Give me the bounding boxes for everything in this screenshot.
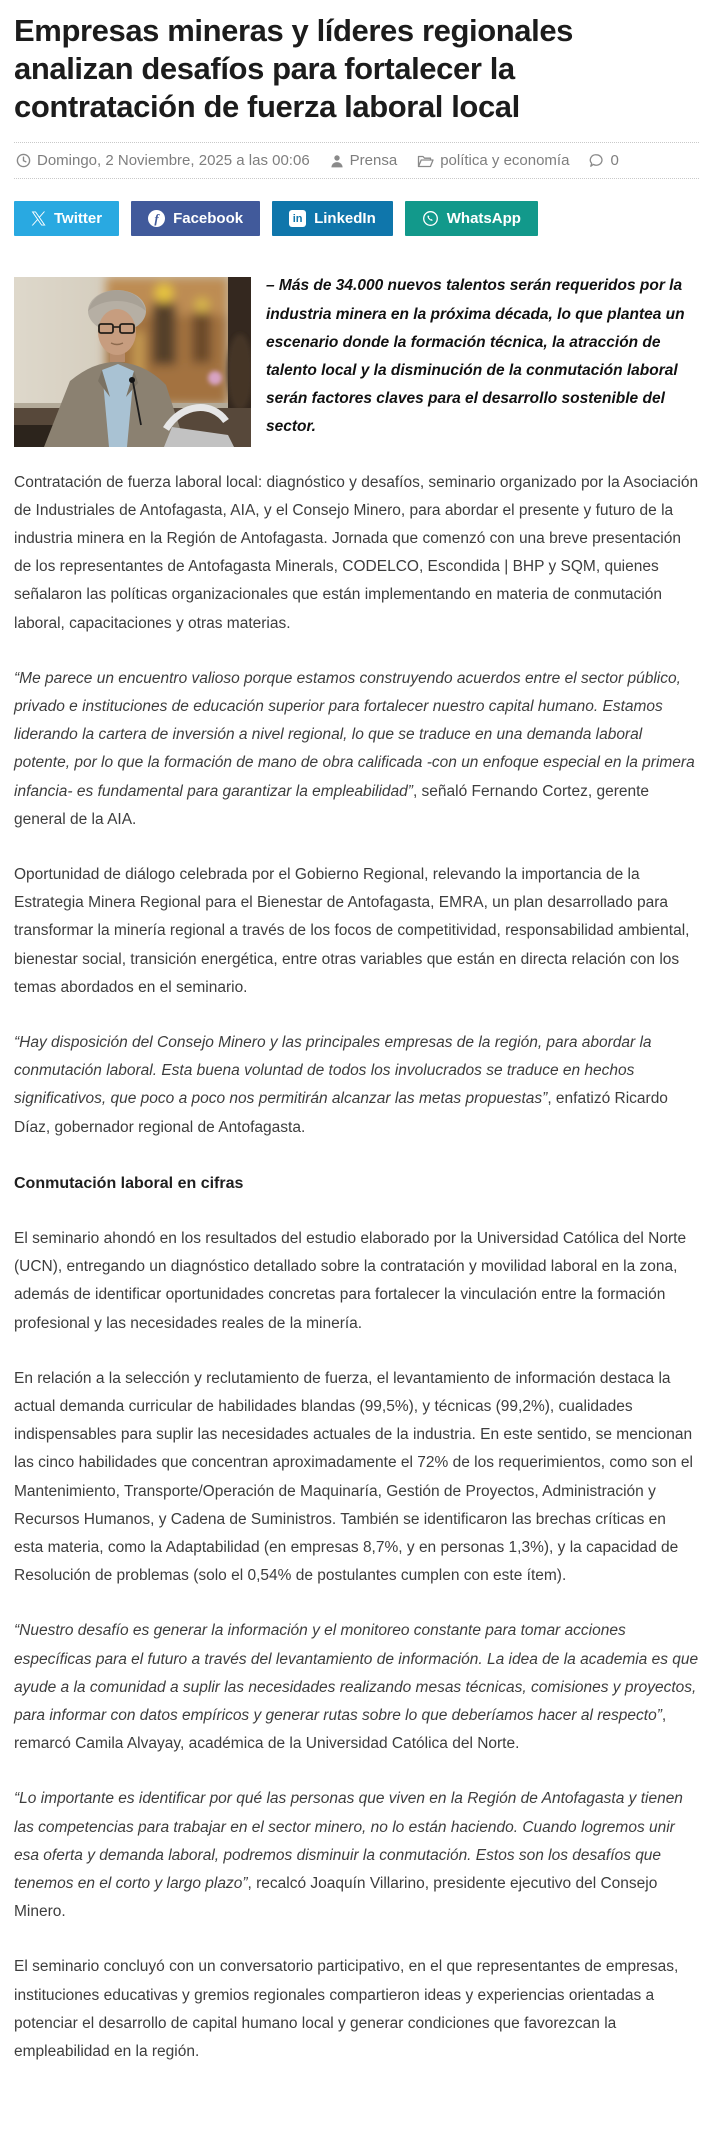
meta-author[interactable] xyxy=(330,152,398,169)
share-twitter-button[interactable] xyxy=(14,201,119,236)
share-facebook-button[interactable] xyxy=(131,201,260,236)
quote-villarino-attribution: , recalcó Joaquín Villarino, presidente ejecutivo del Consejo Minero. xyxy=(14,1875,658,1921)
folder-icon xyxy=(417,154,434,168)
section-subheading: Conmutación laboral en cifras xyxy=(14,1174,244,1192)
share-linkedin-button[interactable] xyxy=(272,201,393,236)
quote-alvayay-attribution: , remarcó Camila Alvayay, académica de la Universidad Católica del Norte. xyxy=(14,1707,667,1753)
lead-paragraph: – Más de 34.000 nuevos talentos serán requeridos por la industria minera en la próxima década, lo que plantea un escenario donde la formación técnica, la atracción de talento local y la disminución de la conmutación laboral serán factores claves para el desarrollo sostenible del sector. xyxy=(266,277,685,436)
meta-category[interactable] xyxy=(417,152,569,169)
share-facebook-label: Facebook xyxy=(173,210,244,228)
quote-villarino xyxy=(14,1785,699,1926)
article-meta xyxy=(14,142,699,179)
meta-date xyxy=(16,152,310,169)
dialogo-paragraph: Oportunidad de diálogo celebrada por el Gobierno Regional, relevando la importancia de la Estrategia Minera Regional para el Bienestar de Antofagasta, EMRA, un plan desarrollado para transformar la minería regional a través de los focos de competitividad, responsabilidad ambiental, bienestar social, transición energética, entre otras variables que están en directa relación con los temas abordados en el seminario. xyxy=(14,866,690,996)
quote-diaz-text: “Hay disposición del Consejo Minero y las principales empresas de la región, para abordar la conmutación laboral. Esta buena voluntad de todos los involucrados se traduce en hechos significativos, que poco a poco nos permitirán alcanzar las metas propuestas” xyxy=(14,1034,652,1108)
clock-icon xyxy=(16,153,31,168)
article-body xyxy=(14,272,699,2093)
habilidades-paragraph: En relación a la selección y reclutamiento de fuerza, el levantamiento de información destaca la actual demanda curricular de habilidades blandas (99,5%), y técnicas (99,2%), cualidades indispensables para suplir las necesidades actuales de la industria. En este sentido, se mencionan las cinco habilidades que concentran aproximadamente el 72% de los requerimientos, como son el Mantenimiento, Transporte/Operación de Maquinaría, Gestión de Proyectos, Administración y Recursos Humanos, y Cadena de Suministros. También se identificaron las brechas críticas en esta materia, como la Adaptabilidad (en empresas 8,7%, y en personas 1,3%), y la capacidad de Resolución de problemas (solo el 0,54% de postulantes cumplen con este ítem). xyxy=(14,1369,693,1585)
share-linkedin-label: LinkedIn xyxy=(314,210,376,228)
user-icon xyxy=(330,154,344,168)
x-icon xyxy=(31,211,46,226)
meta-comments-count: 0 xyxy=(610,152,619,170)
quote-diaz xyxy=(14,1029,699,1142)
linkedin-icon: in xyxy=(289,210,306,227)
quote-alvayay xyxy=(14,1617,699,1758)
meta-comments[interactable] xyxy=(589,152,618,169)
quote-cortez xyxy=(14,665,699,834)
intro-paragraph: Contratación de fuerza laboral local: diagnóstico y desafíos, seminario organizado por la Asociación de Industriales de Antofagasta, AIA, y el Consejo Minero, para abordar el presente y futuro de la industria minera en la Región de Antofagasta. Jornada que comenzó con una breve presentación de los representantes de Antofagasta Minerals, CODELCO, Escondida | BHP y SQM, quienes señalaron las políticas organizacionales que están implementando en materia de conmutación laboral, capacitaciones y otras materias. xyxy=(14,473,699,632)
share-twitter-label: Twitter xyxy=(54,210,103,228)
meta-category-label: política y economía xyxy=(440,152,570,170)
share-whatsapp-label: WhatsApp xyxy=(446,210,521,228)
meta-date-label: Domingo, 2 Noviembre, 2025 a las 00:06 xyxy=(37,152,310,170)
article-title: Empresas mineras y líderes regionales analizan desafíos para fortalecer la contratación de fuerza laboral local xyxy=(14,13,574,125)
quote-alvayay-text: “Nuestro desafío es generar la información y el monitoreo constante para tomar acciones específicas para el futuro a través del levantamiento de información. La idea de la academia es que ayude a la comunidad a suplir las necesidades realizando mesas técnicas, comisiones y proyectos, para informar con datos empíricos y generar rutas sobre lo que deberíamos hacer al respecto” xyxy=(14,1622,699,1725)
whatsapp-icon xyxy=(422,210,439,227)
estudio-paragraph: El seminario ahondó en los resultados del estudio elaborado por la Universidad Católica del Norte (UCN), entregando un diagnóstico detallado sobre la contratación y movilidad laboral en la zona, además de identificar oportunidades concretas para fortalecer la vinculación entre la formación profesional y las necesidades reales de la minería. xyxy=(14,1229,687,1332)
meta-author-label: Prensa xyxy=(349,152,398,170)
facebook-icon: f xyxy=(148,210,165,227)
quote-cortez-attribution: , señaló Fernando Cortez, gerente general de la AIA. xyxy=(14,782,650,828)
share-whatsapp-button[interactable] xyxy=(405,201,538,236)
quote-villarino-text: “Lo importante es identificar por qué las personas que viven en la Región de Antofagasta y tienen las competencias para trabajar en el sector minero, no lo están haciendo. Cuando logremos unir esa oferta y demanda laboral, podremos disminuir la conmutación. Estos son los desafíos que tenemos en el corto y largo plazo” xyxy=(14,1790,683,1893)
cierre-paragraph: El seminario concluyó con un conversatorio participativo, en el que representantes de empresas, instituciones educativas y gremios regionales compartieron ideas y experiencias orientadas a potenciar el desarrollo de capital humano local y generar condiciones que favorezcan la empleabilidad en la región. xyxy=(14,1958,679,2061)
article-photo xyxy=(14,277,251,447)
share-buttons xyxy=(14,201,699,236)
quote-diaz-attribution: , enfatizó Ricardo Díaz, gobernador regional de Antofagasta. xyxy=(14,1090,668,1136)
quote-cortez-text: “Me parece un encuentro valioso porque estamos construyendo acuerdos entre el sector público, privado e instituciones de educación superior para fortalecer nuestro capital humano. Estamos liderando la cartera de inversión a nivel regional, lo que se traduce en una demanda laboral potente, por lo que la formación de mano de obra calificada -con un enfoque especial en la primera infancia- es fundamental para garantizar la empleabilidad” xyxy=(14,669,695,800)
comment-icon xyxy=(589,153,604,168)
